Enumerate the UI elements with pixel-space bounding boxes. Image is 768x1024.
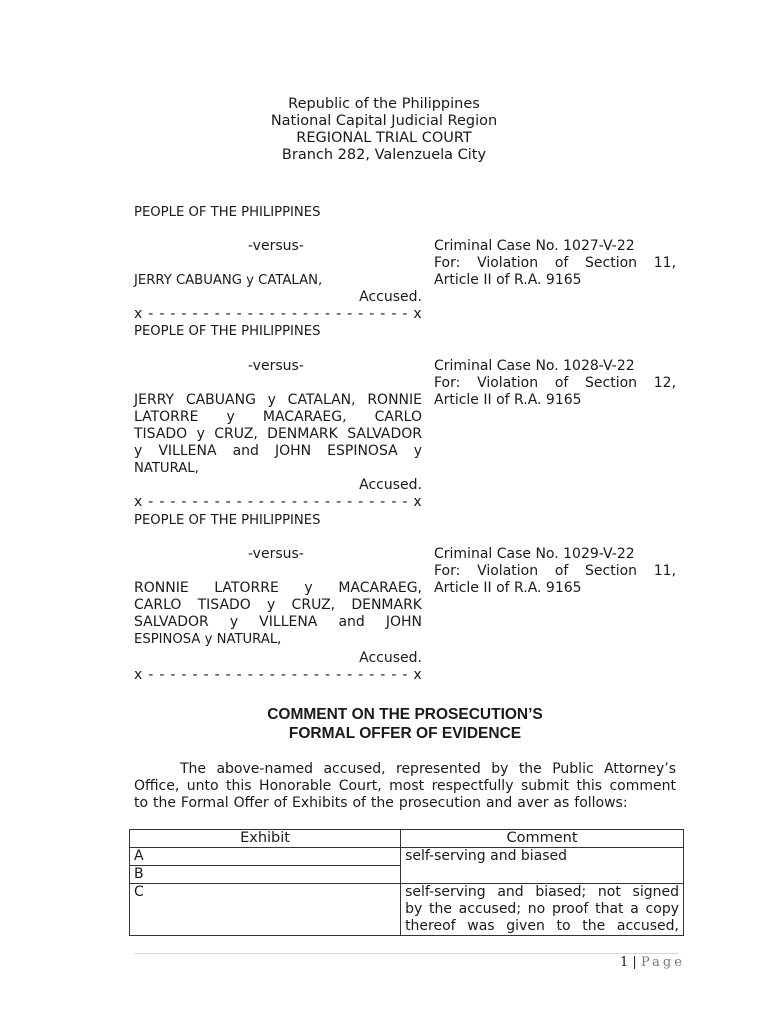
comment-line: thereof was given to the accused, — [405, 918, 679, 934]
case2-plaintiff: PEOPLE OF THE PHILIPPINES — [134, 324, 321, 339]
exhibit-cell: A — [130, 848, 401, 866]
document-title-line1: COMMENT ON THE PROSECUTION’S — [267, 706, 543, 723]
page-separator: | — [632, 955, 637, 970]
case2-case-number: Criminal Case No. 1028-V-22 — [434, 358, 635, 374]
comment-cell — [401, 884, 684, 936]
case3-accused-line2: CARLO TISADO y CRUZ, DENMARK — [134, 597, 422, 613]
case1-versus: -versus- — [248, 238, 304, 254]
case2-accused-line3: TISADO y CRUZ, DENMARK SALVADOR — [134, 426, 422, 442]
case1-accused-name: JERRY CABUANG y CATALAN, — [134, 273, 323, 288]
case1-violation: For: Violation of Section 11, — [434, 255, 677, 271]
document-title-line2: FORMAL OFFER OF EVIDENCE — [288, 725, 522, 742]
case1-case-number: Criminal Case No. 1027-V-22 — [434, 238, 635, 254]
case2-violation: For: Violation of Section 12, — [434, 375, 677, 391]
exhibit-cell: C — [130, 884, 401, 936]
body-line-3: to the Formal Offer of Exhibits of the prosecution and aver as follows: — [134, 795, 628, 811]
case1-accused-label: Accused. — [359, 289, 422, 305]
case1-violation-article: Article II of R.A. 9165 — [434, 272, 582, 288]
comment-line: by the accused; no proof that a copy — [405, 901, 679, 917]
case3-plaintiff: PEOPLE OF THE PHILIPPINES — [134, 513, 321, 528]
comment-column-header: Comment — [401, 830, 684, 848]
case3-versus: -versus- — [248, 546, 304, 562]
exhibit-table — [129, 829, 684, 936]
case3-case-number: Criminal Case No. 1029-V-22 — [434, 546, 635, 562]
body-line-2: Office, unto this Honorable Court, most respectfully submit this comment — [134, 778, 676, 794]
case2-accused-line1: JERRY CABUANG y CATALAN, RONNIE — [134, 392, 422, 408]
case2-versus: -versus- — [248, 358, 304, 374]
case2-violation-article: Article II of R.A. 9165 — [434, 392, 582, 408]
page-number-footer — [620, 955, 685, 970]
comment-line: self-serving and biased; not signed — [405, 884, 679, 900]
case1-separator: x - - - - - - - - - - - - - - - - - - - - - - - - x — [134, 306, 422, 322]
header-republic: Republic of the Philippines — [288, 96, 480, 112]
comment-cell: self-serving and biased — [401, 848, 684, 884]
table-row — [130, 848, 684, 866]
case2-accused-line5: NATURAL, — [134, 461, 199, 476]
page-label: Page — [640, 955, 685, 970]
header-region: National Capital Judicial Region — [270, 113, 498, 129]
case3-violation-article: Article II of R.A. 9165 — [434, 580, 582, 596]
case1-plaintiff: PEOPLE OF THE PHILIPPINES — [134, 205, 321, 220]
case3-accused-line3: SALVADOR y VILLENA and JOHN — [134, 614, 422, 630]
case2-accused-label: Accused. — [359, 477, 422, 493]
table-row — [130, 884, 684, 936]
body-line-1: The above-named accused, represented by the Public Attorney’s — [180, 761, 676, 777]
case3-accused-label: Accused. — [359, 650, 422, 666]
exhibit-column-header: Exhibit — [130, 830, 401, 848]
header-court: REGIONAL TRIAL COURT — [296, 130, 472, 146]
case3-violation: For: Violation of Section 11, — [434, 563, 677, 579]
exhibit-cell: B — [130, 866, 401, 884]
case2-accused-line4: y VILLENA and JOHN ESPINOSA y — [134, 443, 422, 459]
case2-accused-line2: LATORRE y MACARAEG, CARLO — [134, 409, 422, 425]
case3-accused-line4: ESPINOSA y NATURAL, — [134, 632, 282, 647]
case3-separator: x - - - - - - - - - - - - - - - - - - - - - - - - x — [134, 667, 422, 683]
case2-separator: x - - - - - - - - - - - - - - - - - - - - - - - - x — [134, 494, 422, 510]
footer-divider-line — [134, 953, 679, 954]
table-header-row — [130, 830, 684, 848]
page-number: 1 — [620, 955, 629, 970]
header-branch: Branch 282, Valenzuela City — [281, 147, 487, 163]
case3-accused-line1: RONNIE LATORRE y MACARAEG, — [134, 580, 422, 596]
